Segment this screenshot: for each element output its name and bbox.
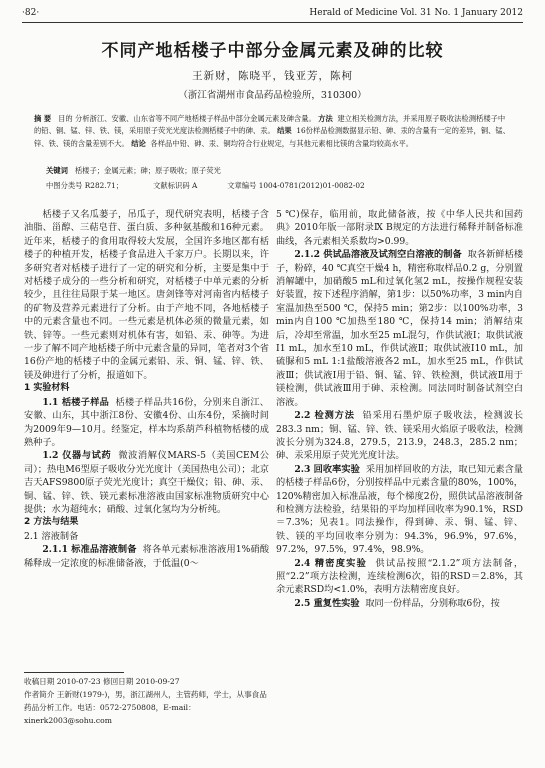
section-1-2 [24, 449, 269, 516]
section-1-2-text: 微波消解仪MARS-5（美国CEM公司）；热电M6型原子吸收分光光度计（美国热电公司）；北京吉天AFS9800原子荧光光度计；真空干燥仪；铅、砷、汞、铜、锰、锌、铁、镁元素标准溶液由国家标准物质研究中心提供；水为超纯水；硝酸、过氧化氢均为分析纯。 [24, 450, 269, 515]
section-1-1-text: 栝楼子样品共16份，分别来自浙江、安徽、山东，其中浙江8份、安徽4份、山东4份，采摘时间为2009年9—10月。经鉴定，样本均系葫芦科植物栝楼的成熟种子。 [24, 396, 269, 448]
section-1-2-label: 1.2 仪器与试药 [42, 450, 112, 462]
abstract [34, 113, 511, 150]
footnote-dates: 收稿日期 2010-07-23 修回日期 2010-09-27 [24, 677, 180, 686]
section-2-1-1 [24, 543, 269, 570]
section-2-1-1-continued: 5 ℃)保存，临用前，取此储备液，按《中华人民共和国药典》2010年版一部附录Ⅸ B规定的方法进行稀释并制备标准曲线，各元素相关系数均>0.99。 [276, 209, 523, 247]
page-number: ·82· [22, 8, 40, 18]
left-column [24, 208, 269, 570]
right-column [276, 208, 523, 610]
section-2-1-heading: 2.1 溶液制备 [24, 530, 79, 542]
section-2-1-2 [276, 248, 523, 409]
section-1-1-label: 1.1 栝楼子样品 [42, 396, 110, 408]
classification-line [46, 181, 511, 191]
intro-paragraph: 栝楼子又名瓜蒌子，吊瓜子，现代研究表明，栝楼子含油脂、甾醇、三萜皂苷、蛋白质、多种氨基酸和16种元素。近年来，栝楼子的食用取得较大发展，全国许多地区都有栝楼子的种植开发，栝楼子食品进入千家万户。长期以来，许多研究者对栝楼子进行了一定的研究和分析，主要是集中于对栝楼子成分的一些分析和研究，对栝楼子中单元素的分析较少，且往往局限于某一地区。唐剑锋等对河南省内栝楼子的矿物及营养元素进行了分析。由于产地不同，各地栝楼子中的元素含量也不同。一些元素是机体必须的微量元素，如铁、锌等。一些元素则对机体有害，如铅、汞、砷等。为进一步了解不同产地栝楼子所中元素含量的异同，笔者对3个省16份产地的栝楼子中的金属元素铅、汞、铜、锰、锌、铁、镁及砷进行了分析，报道如下。 [24, 209, 269, 381]
affiliation: （浙江省湖州市食品药品检验所，310300） [178, 90, 367, 101]
footnote-author-info: 作者简介 王新财(1979-)，男，浙江湖州人，主管药师，学士，从事食品药品分析工作。电话：0572-2750808，E-mail： [24, 690, 267, 712]
section-2-1-1-text: 将各单元素标准溶液用1%硝酸稀释成一定浓度的标准储备液，于低温(0～ [24, 544, 270, 569]
abstract-method: 建立相关检测方法，并采用原子吸收法检测栝楼子中的铅、铜、锰、锌、铁、镁，采用原子荧光光度法检测栝楼子中的砷、汞。 [34, 114, 506, 136]
article-title: 不同产地栝楼子中部分金属元素及砷的比较 [101, 41, 444, 61]
keywords-text: 栝楼子；金属元素；砷；原子吸收；原子荧光 [74, 166, 221, 175]
section-2-5-text: 取同一份样品，分别称取6份，按 [365, 597, 500, 609]
article-number: 文章编号 1004-0781(2012)01-0082-02 [227, 181, 365, 190]
section-2-heading: 2 方法与结果 [24, 517, 79, 528]
section-2-3 [276, 463, 523, 557]
footnote [24, 675, 269, 727]
abstract-conclusion: 各样品中铅、砷、汞、铜均符合行业规定，与其他元素相比镁的含量均较高水平。 [150, 138, 414, 148]
journal-name: Herald of Medicine Vol. 31 No. 1 January 2012 [309, 8, 523, 18]
footnote-rule [24, 672, 124, 673]
abstract-label: 摘 要 [34, 114, 52, 123]
section-1-1 [24, 396, 269, 450]
section-2-5 [276, 597, 523, 610]
keywords-label: 关键词 [46, 166, 68, 175]
document-code: 文献标识码 A [153, 181, 198, 190]
section-2-4-label: 2.4 精密度实验 [294, 557, 368, 569]
running-header [22, 6, 523, 20]
keywords [46, 166, 511, 176]
abstract-result: 16份样品检测数据显示铅、砷、汞的含量有一定的差异，铜、锰、锌、铁、镁的含量差别不大。 [34, 126, 510, 148]
authors: 王新财，陈晓平，钱亚芳，陈柯 [192, 70, 353, 82]
section-2-3-label: 2.3 回收率实验 [294, 463, 360, 475]
section-2-3-text: 采用加样回收的方法，取已知元素含量的栝楼子样品6份，分别按样品中元素含量的80%，100%，120%精密加入标准品液，每个梯度2份，照供试品溶液制备和检测方法检验，结果铅的平均加样回收率为90.1%，RSD＝7.3%；见表1。同法操作，得到砷、汞、铜、锰、锌、铁、镁的平均回收率分别为：94.3%，96.9%，97.6%，97.2%，97.5%，97.4%，98.9%。 [276, 463, 523, 556]
section-2-2-label: 2.2 检测方法 [294, 410, 355, 422]
clc-number: 中图分类号 R282.71； [46, 181, 124, 190]
abstract-objective: 目的 分析浙江、安徽、山东省等不同产地栝楼子样品中部分金属元素及砷含量。 [58, 114, 316, 123]
section-1-heading: 1 实验材料 [24, 383, 70, 394]
section-2-4 [276, 557, 523, 597]
abstract-result-label: 结果 [277, 126, 292, 136]
footnote-email: xinerk2003@sohu.com [24, 716, 112, 725]
abstract-conclusion-label: 结论 [131, 138, 146, 148]
section-2-2 [276, 409, 523, 463]
section-2-4-text: 供试品按照“2.1.2”项方法制备，照“2.2”项方法检测，连续检测6次，铅的RSD＝2.8%，其余元素RSD均<1.0%，表明方法精密度良好。 [276, 557, 524, 596]
section-2-1-2-text: 取各新鲜栝楼子，粉碎，40 ℃真空干燥4 h，精密称取样品0.2 g，分别置消解罐中，加硝酸5 mL和过氧化氢2 mL，按操作规程安装好装置，按下述程序消解，第1步：以50%功率，3 min内自室温加热至500 ℃，保持5 min；第2步：以100%功率，3 min内自100 ℃加热至180 ℃，保持14 min；消解结束后，冷却至常温，加水至25 mL混匀，作供试液Ⅰ；取供试液Ⅰ1 mL，加水至10 mL，作供试液Ⅱ；取供试液Ⅰ10 mL，加硫脲和5 mL 1:1盐酸溶液各2 mL，加水至25 mL，作供试液Ⅲ；供试液Ⅰ用于铅、铜、锰、锌、铁检测，供试液Ⅱ用于镁检测，供试液Ⅲ用于砷、汞检测。同法同时制备试剂空白溶液。 [276, 249, 524, 408]
section-2-1-1-label: 2.1.1 标准品溶液制备 [42, 544, 137, 556]
section-2-5-label: 2.5 重复性实验 [294, 597, 360, 609]
section-2-1-2-label: 2.1.2 供试品溶液及试剂空白溶液的制备 [294, 249, 462, 261]
abstract-method-label: 方法 [318, 114, 333, 123]
section-2-2-text: 铅采用石墨炉原子吸收法，检测波长283.3 nm；铜、锰、锌、铁、镁采用火焰原子吸收法，检测波长分别为324.8，279.5，213.9，248.3，285.2 nm；砷、汞采用原子荧光光度计法。 [276, 410, 524, 462]
header-rule [22, 22, 523, 23]
